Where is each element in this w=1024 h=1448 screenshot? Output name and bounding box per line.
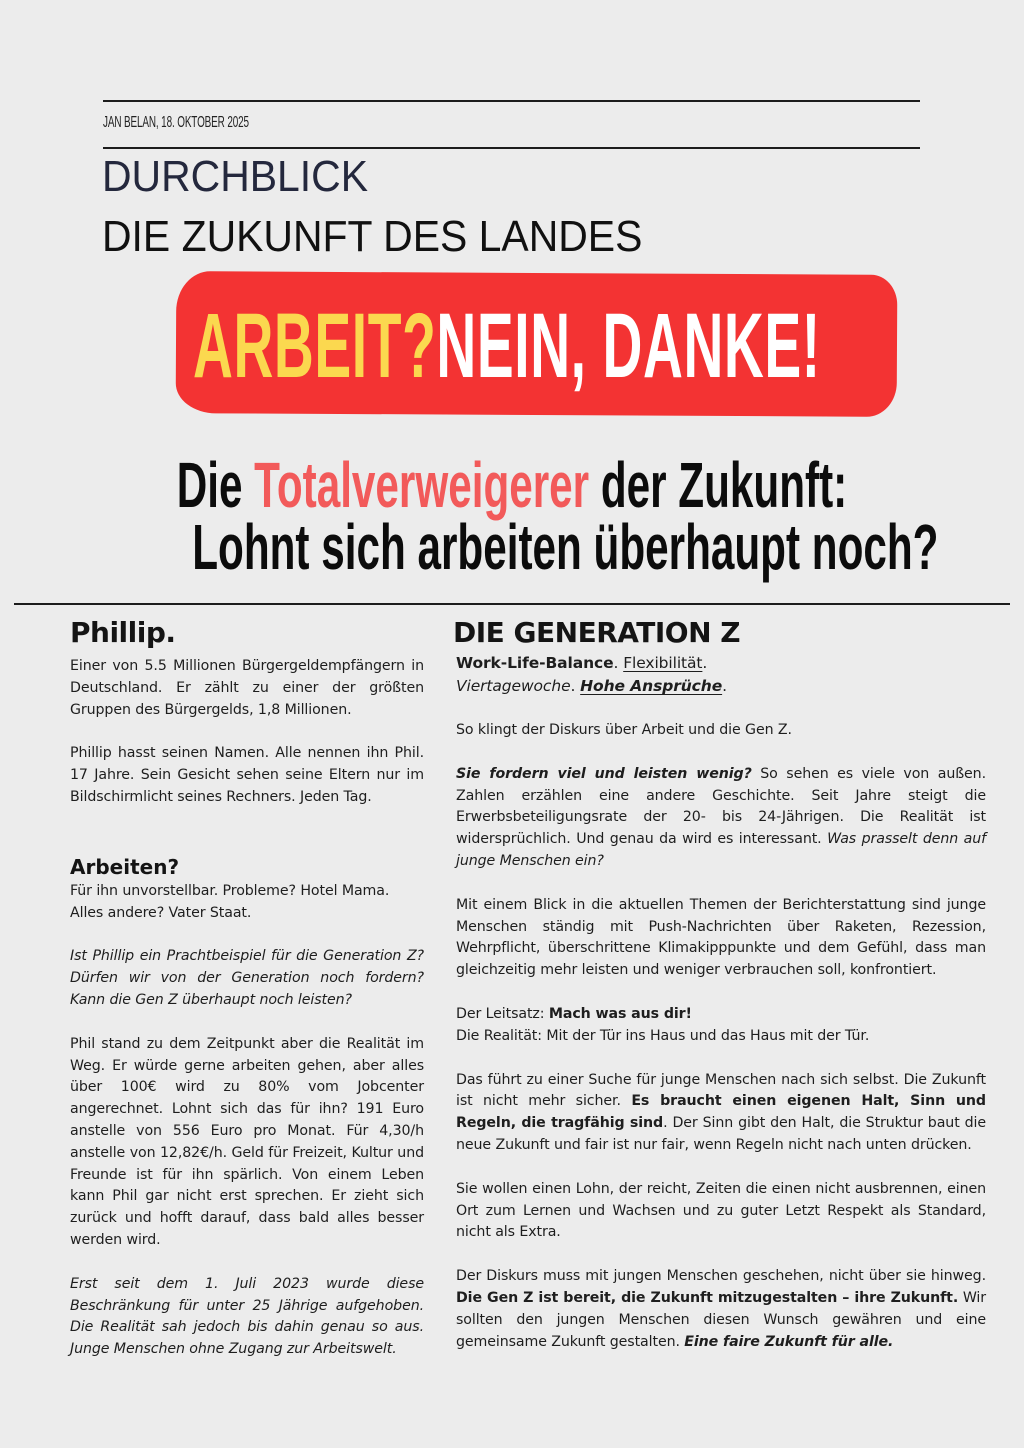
punctuation: . [570, 677, 576, 695]
closing-statement: Eine faire Zukunft für alle. [684, 1333, 894, 1350]
byline: JAN BELAN, 18. OKTOBER 2025 [103, 114, 249, 131]
motto: Mach was aus dir! [548, 1005, 692, 1022]
punctuation: . [702, 654, 708, 672]
headline-text: der Zukunft: [589, 449, 848, 521]
keyword-viertagewoche: Viertagewoche [456, 677, 571, 695]
paragraph: Einer von 5.5 Millionen Bürgergeldempfängern in Deutschland. Er zählt zu einer der größten Gruppen des Bürgergelds, 1,8 Millionen. [70, 658, 424, 718]
headline-text: Lohnt sich arbeiten überhaupt noch? [192, 511, 939, 583]
paragraph: Phillip hasst seinen Namen. Alle nennen ihn Phil. 17 Jahre. Sein Gesicht sehen seine Eltern nur im Bildschirmlicht seines Rechners. Jeden Tag. [70, 745, 424, 805]
paragraph: Mit einem Blick in die aktuellen Themen der Berichterstattung sind junge Menschen ständig mit Push-Nachrichten über Raketen, Rezession, Wehrpflicht, überschrittene Klimakipppunkte und dem Gefühl, dass man gleichzeitig mehr leisten und weniger verbrauchen soll, konfrontiert. [456, 896, 986, 979]
paragraph-text: So sehen es viele von außen. Zahlen erzählen eine andere Geschichte. Seit Jahre steigt die Erwerbsbeteiligungsrate der 20- bis 24-Jährigen. Die Realität ist widersprüchlich. Und genau da wird es interessant. [456, 765, 986, 848]
banner-question: ARBEIT? [193, 295, 437, 397]
section-title-phillip: Phillip. [70, 616, 176, 649]
paragraph [456, 1070, 986, 1157]
section-divider [14, 603, 1010, 605]
headline-text: Die [176, 449, 255, 521]
paragraph-note: Erst seit dem 1. Juli 2023 wurde diese Beschränkung für unter 25 Jährige aufgehoben. Die Realität sah jedoch bis dahin genau so aus. Junge Menschen ohne Zugang zur Arbeitswelt. [70, 1275, 424, 1358]
headline-accent: Totalverweigerer [254, 449, 590, 521]
punctuation: . [722, 677, 727, 695]
punctuation: . [613, 654, 619, 672]
headline-line-1 [0, 449, 1024, 521]
byline-rule [103, 147, 920, 149]
paragraph: So klingt der Diskurs über Arbeit und die Gen Z. [456, 722, 792, 738]
masthead-title: DURCHBLICK [102, 152, 369, 201]
paragraph-text: Das führt zu einer Suche für junge Menschen nach sich selbst. Die Zukunft ist nicht mehr sicher. [456, 1071, 986, 1110]
top-rule [103, 100, 920, 102]
emphasis: Es braucht einen eigenen Halt, Sinn und Regeln, die tragfähig sind [456, 1093, 986, 1132]
motto-label: Der Leitsatz: [456, 1005, 549, 1022]
paragraph-text: . Der Sinn gibt den Halt, die Struktur baut die neue Zukunft und fair ist nur fair, wenn Regeln nicht nach unten drücken. [456, 1115, 986, 1153]
headline-line-2 [0, 511, 1024, 583]
paragraph: Für ihn unvorstellbar. Probleme? Hotel Mama. [70, 882, 390, 899]
paragraph-question: Was prasselt denn auf junge Menschen ein? [456, 831, 986, 869]
paragraph: Sie wollen einen Lohn, der reicht, Zeiten die einen nicht ausbrennen, einen Ort zum Lernen und Wachsen und zu guter Letzt Respekt als Standard, nicht als Extra. [456, 1180, 986, 1241]
banner-text [193, 296, 821, 396]
emphasis: Die Gen Z ist bereit, die Zukunft mitzugestalten – ihre Zukunft. [456, 1289, 959, 1306]
kicker-title: DIE ZUKUNFT DES LANDES [102, 212, 643, 261]
paragraph: Alles andere? Vater Staat. [70, 904, 252, 921]
paragraph-question: Ist Phillip ein Prachtbeispiel für die Generation Z? Dürfen wir von der Generation noch fordern? Kann die Gen Z überhaupt noch leisten? [70, 948, 424, 1008]
right-column [453, 614, 987, 1353]
section-title-generation-z: DIE GENERATION Z [453, 616, 741, 649]
paragraph [456, 1266, 986, 1353]
paragraph-text: Der Diskurs muss mit jungen Menschen geschehen, nicht über sie hinweg. [456, 1268, 986, 1285]
reality-line: Die Realität: Mit der Tür ins Haus und das Haus mit der Tür. [456, 1027, 870, 1044]
paragraph [456, 764, 986, 873]
subsection-title-arbeiten: Arbeiten? [70, 854, 180, 879]
keyword-flexibilitaet: Flexibilität [623, 654, 703, 672]
keyword-line-2 [456, 675, 986, 698]
lead-question: Sie fordern viel und leisten wenig? [456, 765, 752, 782]
banner-answer: NEIN, DANKE! [436, 295, 821, 397]
left-column [70, 614, 424, 1361]
keyword-hohe-ansprueche: Hohe Ansprüche [580, 677, 723, 695]
paragraph: Phil stand zu dem Zeitpunkt aber die Realität im Weg. Er würde gerne arbeiten gehen, aber alles über 100€ wird zu 80% vom Jobcenter angerechnet. Lohnt sich das für ihn? 191 Euro anstelle von 556 Euro pro Monat. Für 4,30/h anstelle von 12,82€/h. Geld für Freizeit, Kultur und Freunde ist für ihn spärlich. Von einem Leben kann Phil gar nicht erst sprechen. Er zieht sich zurück und hofft darauf, dass bald alles besser werden wird. [70, 1035, 424, 1248]
paragraph-text: Wir sollten den jungen Menschen diesen Wunsch gewähren und eine gemeinsame Zukunft gestalten. [456, 1289, 987, 1350]
keyword-work-life-balance: Work-Life-Balance [456, 654, 614, 672]
motto-line [456, 1004, 986, 1026]
keyword-line-1 [456, 652, 986, 675]
